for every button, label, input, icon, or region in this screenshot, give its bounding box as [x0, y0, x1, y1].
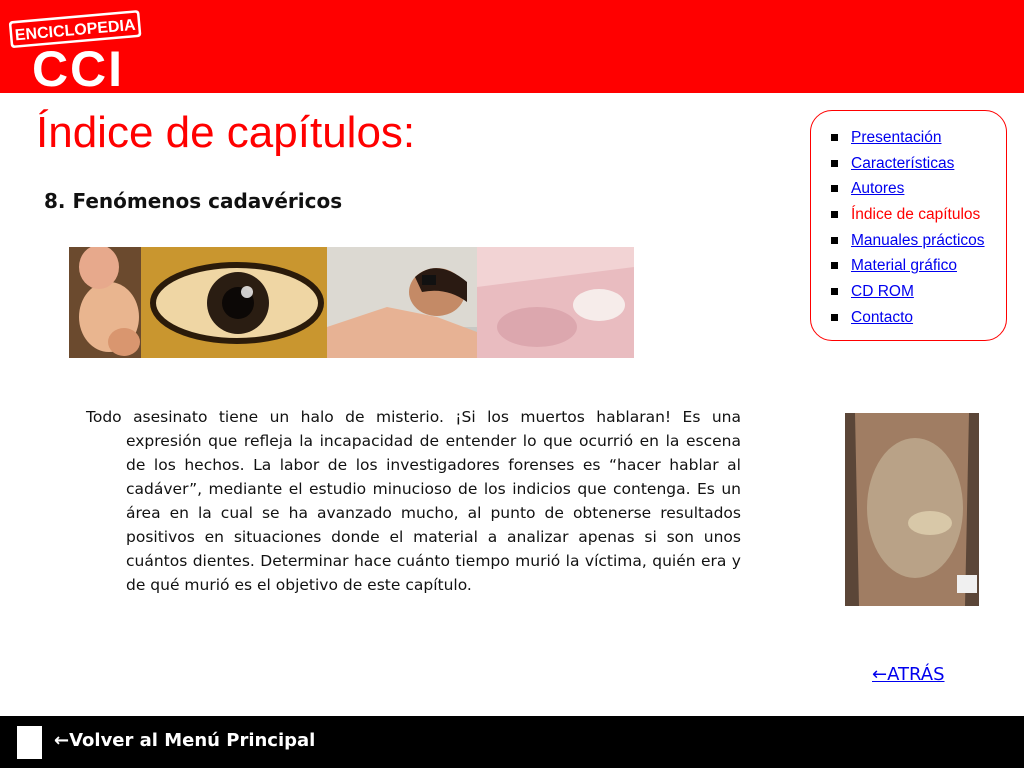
nav-link-autores[interactable]: Autores	[851, 180, 905, 198]
photo-eye	[141, 247, 327, 358]
nav-item-manuales-practicos	[831, 230, 985, 256]
photo-body-lividity	[69, 247, 141, 358]
bullet-icon	[831, 262, 838, 269]
chapter-nav-box	[810, 110, 1007, 341]
nav-item-caracteristicas	[831, 153, 985, 179]
bullet-icon	[831, 185, 838, 192]
nav-item-indice-capitulos	[831, 204, 985, 230]
chapter-title: 8. Fenómenos cadavéricos	[44, 189, 343, 213]
page-title: Índice de capítulos:	[36, 108, 416, 157]
bullet-icon	[831, 134, 838, 141]
nav-item-material-grafico	[831, 255, 985, 281]
logo-main-text: CCI	[31, 41, 125, 90]
chapter-photo-strip	[69, 247, 634, 358]
nav-link-manuales-practicos[interactable]: Manuales prácticos	[851, 231, 985, 249]
photo-skin-marks	[477, 247, 634, 358]
chapter-description: Todo asesinato tiene un halo de misterio. ¡Si los muertos hablaran! Es una expresión que refleja la incapacidad de entender lo que ocurrió en la escena de los hechos. La labor de los investigadores forenses es “hacer hablar al cadáver”, mediante el estudio minucioso de los indicios que contenga. Es un área en la cual se ha avanzado mucho, al punto de obtenerse resultados positivos en situaciones donde el material a analizar apenas si son unos cuántos dientes. Determinar hace cuánto tiempo murió la víctima, quién era y de qué murió es el objetivo de este capítulo.	[86, 408, 741, 594]
bullet-icon	[831, 160, 838, 167]
back-link[interactable]: ←ATRÁS	[872, 664, 945, 685]
bullet-icon	[831, 288, 838, 295]
bullet-icon	[831, 237, 838, 244]
header-bar	[0, 0, 1024, 93]
chapter-nav-list	[831, 127, 985, 333]
nav-item-contacto	[831, 307, 985, 333]
nav-item-autores	[831, 178, 985, 204]
nav-link-presentacion[interactable]: Presentación	[851, 129, 942, 146]
nav-link-material-grafico[interactable]: Material gráfico	[851, 257, 957, 275]
footer-bar	[0, 716, 1024, 768]
photo-back-skin	[845, 413, 979, 606]
nav-link-indice-capitulos: Índice de capítulos	[851, 206, 981, 224]
bullet-icon	[831, 314, 838, 321]
logo-top-text: ENCICLOPEDIA	[14, 16, 137, 45]
main-menu-link[interactable]: ←Volver al Menú Principal	[54, 730, 316, 751]
nav-link-cd-rom[interactable]: CD ROM	[851, 283, 914, 301]
bullet-icon	[831, 211, 838, 218]
nav-item-presentacion	[831, 127, 985, 153]
nav-link-contacto[interactable]: Contacto	[851, 308, 914, 326]
footer-square-icon	[17, 726, 42, 759]
photo-body-on-table	[327, 247, 477, 358]
nav-link-caracteristicas[interactable]: Características	[851, 154, 955, 172]
nav-item-cd-rom	[831, 281, 985, 307]
enciclopedia-cci-logo[interactable]	[6, 8, 146, 90]
